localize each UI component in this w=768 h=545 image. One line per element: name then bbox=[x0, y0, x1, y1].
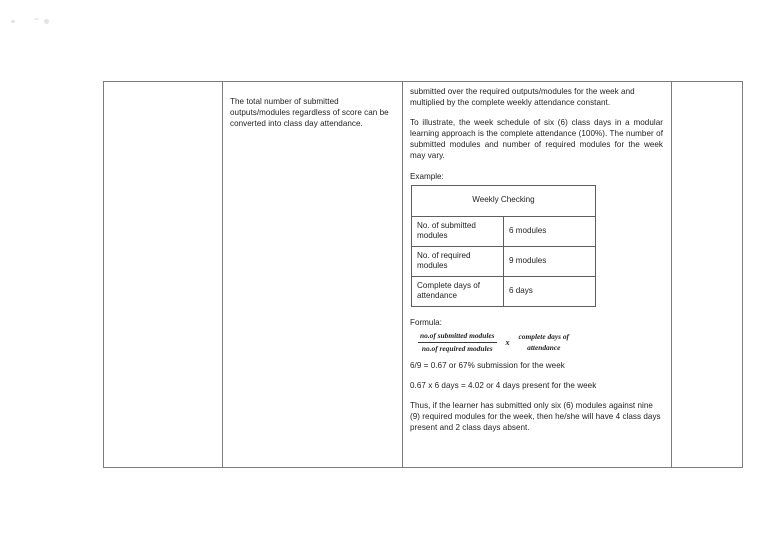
computation-line-1: 6/9 = 0.67 or 67% submission for the week bbox=[410, 360, 565, 370]
formula-numerator: no.of submitted modules bbox=[418, 331, 497, 344]
formula-fraction bbox=[418, 331, 497, 355]
weekly-checking-header: Weekly Checking bbox=[412, 185, 596, 216]
computation-line-2: 0.67 x 6 days = 4.02 or 4 days present for the week bbox=[410, 380, 597, 390]
weekly-checking-row-value: 6 days bbox=[504, 276, 596, 306]
weekly-checking-header-row bbox=[412, 185, 596, 216]
table-cell-empty-left bbox=[104, 82, 223, 468]
formula-right-line-2: attendance bbox=[527, 342, 561, 352]
formula-multiply-operator: x bbox=[505, 338, 510, 348]
table-row bbox=[412, 246, 596, 276]
details-paragraph-illustrate: To illustrate, the week schedule of six (6) class days in a modular learning approach is the complete attendance (100%). The number of submitted modules and number of required modules for the week may vary. bbox=[410, 118, 663, 161]
conclusion-paragraph: Thus, if the learner has submitted only six (6) modules against nine (9) required modules for the week, then he/she will have 4 class days present and 2 class days absent. bbox=[410, 400, 661, 433]
table-cell-details bbox=[403, 82, 672, 468]
scan-speck-icon bbox=[44, 19, 49, 24]
formula-label: Formula: bbox=[410, 317, 442, 327]
weekly-checking-row-label: No. of required modules bbox=[412, 246, 504, 276]
table-cell-statement bbox=[223, 82, 403, 468]
formula-denominator: no.of required modules bbox=[421, 344, 493, 354]
scan-speck-icon bbox=[11, 20, 15, 23]
weekly-checking-row-label: No. of submitted modules bbox=[412, 216, 504, 246]
formula-right-operand bbox=[519, 332, 570, 353]
statement-paragraph: The total number of submitted outputs/modules regardless of score can be converted into class day attendance. bbox=[230, 97, 389, 129]
example-label: Example: bbox=[410, 171, 444, 181]
weekly-checking-row-value: 6 modules bbox=[504, 216, 596, 246]
formula-right-line-1: complete days of bbox=[518, 332, 570, 342]
weekly-checking-row-label: Complete days of attendance bbox=[412, 276, 504, 306]
scan-speck-icon bbox=[34, 18, 39, 20]
weekly-checking-table bbox=[411, 185, 596, 307]
formula-expression bbox=[418, 331, 663, 355]
table-row bbox=[412, 216, 596, 246]
table-cell-empty-right bbox=[672, 82, 743, 468]
document-table bbox=[103, 81, 743, 468]
details-paragraph-continuation: submitted over the required outputs/modules for the week and multiplied by the complete weekly attendance constant. bbox=[410, 87, 635, 108]
weekly-checking-row-value: 9 modules bbox=[504, 246, 596, 276]
table-row bbox=[412, 276, 596, 306]
table-row bbox=[104, 82, 743, 468]
